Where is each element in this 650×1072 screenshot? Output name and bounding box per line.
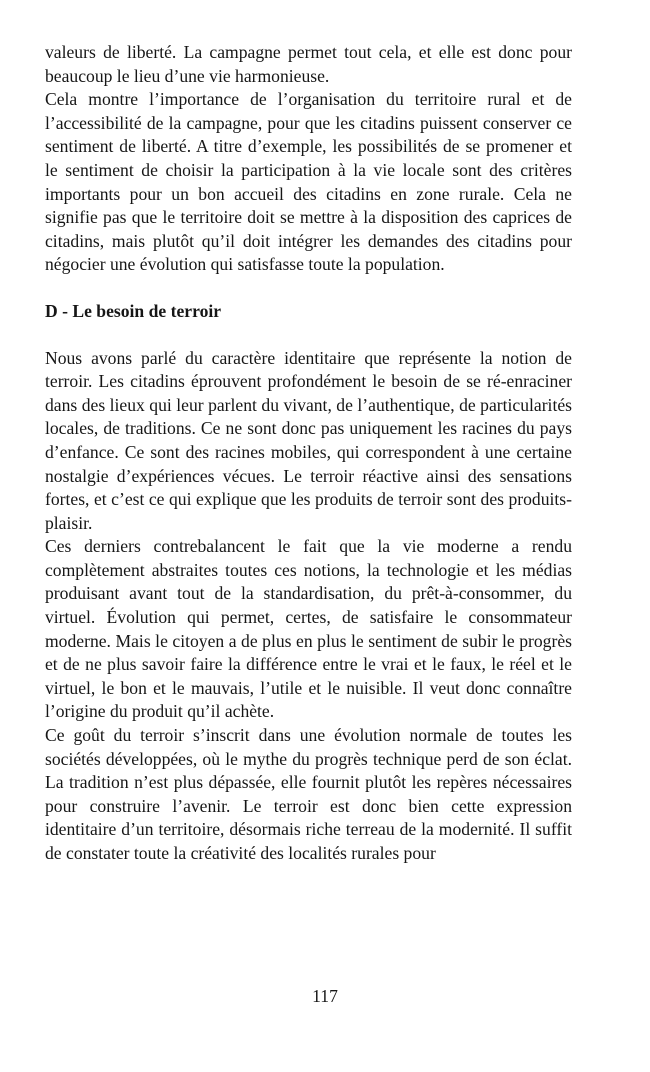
page-body <box>45 41 572 866</box>
paragraph: Cela montre l’importance de l’organisation du territoire rural et de l’accessibilité de la campagne, pour que les citadins puissent conserver ce sentiment de liberté. A titre d’exemple, les possibilités de se promener et le sentiment de choisir la participation à la vie locale sont des critères importants pour un bon accueil des citadins en zone rurale. Cela ne signifie pas que le territoire doit se mettre à la disposition des caprices de citadins, mais plutôt qu’il doit intégrer les demandes des citadins pour négocier une évolution qui satisfasse toute la population. <box>45 89 572 275</box>
paragraph: Nous avons parlé du caractère identitaire que représente la notion de terroir. Les citadins éprouvent profondément le besoin de se ré-enraciner dans des lieux qui leur parlent du vivant, de l’authentique, de particularités locales, de traditions. Ce ne sont donc pas uniquement les racines du pays d’enfance. Ce sont des racines mobiles, qui correspondent à une certaine nostalgie d’expériences vécues. Le terroir réactive ainsi des sensations fortes, et c’est ce qui explique que les produits de terroir sont des produits-plaisir. <box>45 347 572 533</box>
paragraph: Ce goût du terroir s’inscrit dans une évolution normale de toutes les sociétés développées, où le mythe du progrès technique perd de son éclat. La tradition n’est plus dépassée, elle fournit plutôt les repères nécessaires pour construire l’avenir. Le terroir est donc bien cette expression identitaire d’un territoire, désormais riche terreau de la modernité. Il suffit de constater toute la créativité des localités rurales pour <box>45 725 572 863</box>
page-number: 117 <box>312 986 338 1006</box>
paragraph: valeurs de liberté. La campagne permet tout cela, et elle est donc pour beaucoup le lieu d’une vie harmonieuse. <box>45 42 572 86</box>
paragraph: Ces derniers contrebalancent le fait que la vie moderne a rendu complètement abstraites toutes ces notions, la technologie et les médias produisant avant tout de la standardisation, du prêt-à-consommer, du virtuel. Évolution qui permet, certes, de satisfaire le consommateur moderne. Mais le citoyen a de plus en plus le sentiment de subir le progrès et de ne plus savoir faire la différence entre le vrai et le faux, le réel et le virtuel, le bon et le mauvais, l’utile et le nuisible. Il veut donc connaître l’origine du produit qu’il achète. <box>45 536 572 722</box>
section-heading: D - Le besoin de terroir <box>45 300 222 321</box>
